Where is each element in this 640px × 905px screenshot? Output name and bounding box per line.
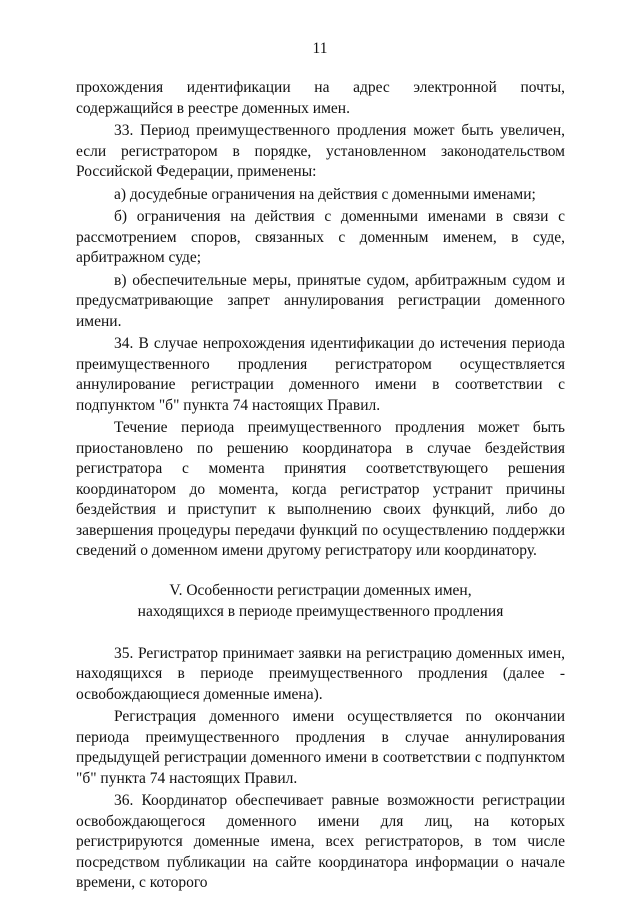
paragraph: прохождения идентификации на адрес электронной почты, содержащийся в реестре доменных имен. — [76, 79, 565, 117]
subitem-v: в) обеспечительные меры, принятые судом, арбитражным судом и предусматривающие запрет аннулирования регистрации доменного имени. — [76, 271, 565, 330]
paragraph-item-33: 33. Период преимущественного продления может быть увеличен, если регистратором в порядке, установленном законодательством Российской Федерации, применены: — [76, 122, 565, 180]
subitem-b: б) ограничения на действия с доменными именами в связи с рассмотрением споров, связанных с доменным именем, в суде, арбитражном суде; — [76, 208, 565, 266]
paragraph-item-36: 36. Координатор обеспечивает равные возможности регистрации освобождающегося доменного имени для лиц, на которых регистрируются доменные имена, всех регистраторов, в том числе посредством публикации на сайте координатора информации о начале времени, с которого — [76, 792, 565, 891]
paragraph-item-35: 35. Регистратор принимает заявки на регистрацию доменных имен, находящихся в периоде преимущественного продления (далее - освобождающиеся доменные имена). — [76, 644, 565, 703]
document-body — [76, 78, 565, 894]
section-heading — [76, 580, 565, 622]
section-heading-line: находящихся в периоде преимущественного продления — [137, 602, 504, 620]
section-heading-line: V. Особенности регистрации доменных имен, — [169, 581, 472, 599]
paragraph-item-34: 34. В случае непрохождения идентификации до истечения периода преимущественного продления регистратором осуществляется аннулирование регистрации доменного имени в соответствии с подпунктом "б" пункта 74 настоящих Правил. — [76, 335, 565, 414]
subitem-a: а) досудебные ограничения на действия с доменными именами; — [114, 185, 536, 203]
page-number: 11 — [312, 40, 328, 57]
paragraph: Течение периода преимущественного продления может быть приостановлено по решению координатора в случае бездействия регистратора с момента принятия соответствующего решения координатором до момента, когда регистратор устранит причины бездействия и приступит к выполнению своих функций, либо до завершения процедуры передачи функций по осуществлению поддержки сведений о доменном имени другому регистратору или координатору. — [76, 419, 565, 559]
paragraph: Регистрация доменного имени осуществляется по окончании периода преимущественного продления в случае аннулирования предыдущей регистрации доменного имени в соответствии с подпунктом "б" пункта 74 настоящих Правил. — [76, 708, 565, 787]
